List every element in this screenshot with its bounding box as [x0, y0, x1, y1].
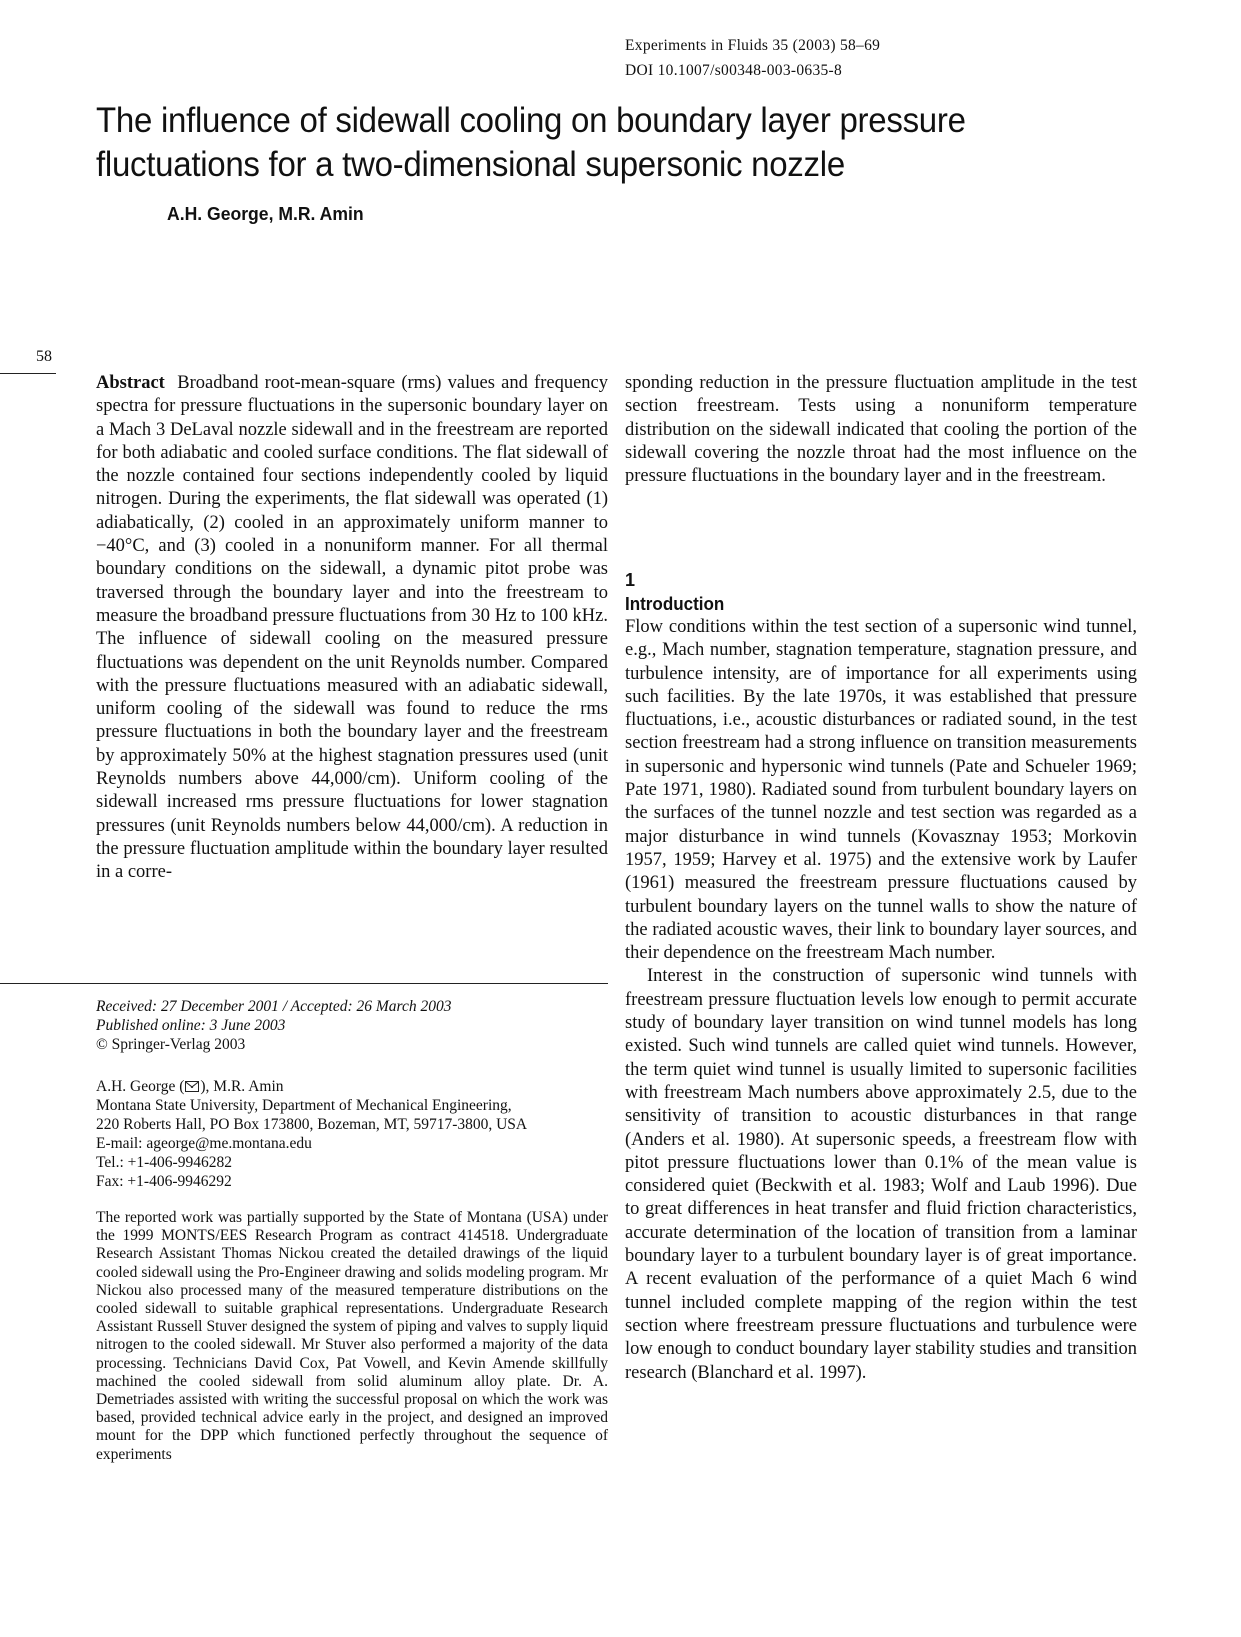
paper-title: The influence of sidewall cooling on boundary layer pressure fluctuations for a two-dimensional supersonic nozzle: [96, 100, 966, 184]
page-number-rule: [0, 373, 56, 374]
journal-reference: Experiments in Fluids 35 (2003) 58–69: [625, 37, 881, 54]
footnote-divider: [0, 983, 608, 984]
correspondence-address: [96, 1077, 608, 1191]
intro-paragraph-2: Interest in the construction of supersonic wind tunnels with freestream pressure fluctuation levels low enough to permit accurate study of boundary layer transition on wind tunnel models has long existed. Such wind tunnels are called quiet wind tunnels. However, the term quiet wind tunnel is usually limited to supersonic facilities with freestream Mach numbers above approximately 2.5, due to the sensitivity of transition to acoustic disturbances in that range (Anders et al. 1980). At supersonic speeds, a freestream flow with pitot pressure fluctuations lower than 0.1% of the mean value is considered quiet (Beckwith et al. 1983; Wolf and Laub 1996). Due to great differences in heat transfer and fluid friction characteristics, accurate determination of the location of transition from a laminar boundary layer to a turbulent boundary layer is of great importance. A recent evaluation of the performance of a quiet Mach 6 wind tunnel included complete mapping of the region within the test section where freestream pressure fluctuations and turbulence were low enough to conduct boundary layer stability studies and transition research (Blanchard et al. 1997).: [625, 966, 1137, 1383]
author-list: A.H. George, M.R. Amin: [167, 203, 364, 224]
publication-dates: [96, 997, 608, 1054]
introduction-body: [625, 616, 1137, 1385]
envelope-icon: [185, 1081, 199, 1092]
correspondence-authors: A.H. George ( ), M.R. Amin: [96, 1078, 284, 1095]
telephone: Tel.: +1-406-9946282: [96, 1154, 232, 1171]
abstract-label: Abstract: [96, 373, 165, 393]
copyright: © Springer-Verlag 2003: [96, 1036, 246, 1053]
fax: Fax: +1-406-9946292: [96, 1173, 232, 1190]
section-title: Introduction: [625, 593, 725, 614]
published-online-date: Published online: 3 June 2003: [96, 1017, 286, 1034]
acknowledgment: The reported work was partially supported by the State of Montana (USA) under the 1999 MONTS/EES Research Program as contract 414518. Undergraduate Research Assistant Thomas Nickou created the detailed drawings of the liquid cooled sidewall using the Pro-Engineer drawing and solids modeling program. Mr Nickou also processed many of the measured temperature distributions on the cooled sidewall to suitable graphical representations. Undergraduate Research Assistant Russell Stuver designed the system of piping and valves to supply liquid nitrogen to the cooled sidewall. Mr Stuver also performed a majority of the data processing. Technicians David Cox, Pat Vowell, and Kevin Amende skillfully machined the cooled sidewall from solid aluminum alloy plate. Dr. A. Demetriades assisted with writing the successful proposal on which the work was based, provided technical advice early in the project, and designed an improved mount for the DPP which functioned perfectly throughout the sequence of experiments: [96, 1209, 608, 1463]
street-address: 220 Roberts Hall, PO Box 173800, Bozeman, MT, 59717-3800, USA: [96, 1116, 528, 1133]
abstract: [96, 372, 608, 885]
intro-paragraph-1: Flow conditions within the test section of a supersonic wind tunnel, e.g., Mach number, stagnation temperature, stagnation pressure, and turbulence intensity, are of importance for all experiments using such facilities. By the late 1970s, it was established that pressure fluctuations, i.e., acoustic disturbances or radiated sound, in the test section freestream had a strong influence on transition measurements in supersonic and hypersonic wind tunnels (Pate and Schueler 1969; Pate 1971, 1980). Radiated sound from turbulent boundary layers on the surfaces of the tunnel nozzle and test section was regarded as a major disturbance in wind tunnels (Kovasznay 1953; Morkovin 1957, 1959; Harvey et al. 1975) and the extensive work by Laufer (1961) measured the freestream pressure fluctuations caused by turbulent boundary layers on the tunnel walls to show the nature of the radiated acoustic waves, their link to boundary layer sources, and their dependence on the freestream Mach number.: [625, 617, 1137, 964]
doi: DOI 10.1007/s00348-003-0635-8: [625, 62, 843, 79]
page-number: 58: [36, 348, 52, 365]
email: E-mail: ageorge@me.montana.edu: [96, 1135, 312, 1152]
abstract-text: Broadband root-mean-square (rms) values and frequency spectra for pressure fluctuations in the supersonic boundary layer on a Mach 3 DeLaval nozzle sidewall and in the freestream are reported for both adiabatic and cooled surface conditions. The flat sidewall of the nozzle contained four sections independently cooled by liquid nitrogen. During the experiments, the flat sidewall was operated (1) adiabatically, (2) cooled in an approximately uniform manner to −40°C, and (3) cooled in a nonuniform manner. For all thermal boundary conditions on the sidewall, a dynamic pitot probe was traversed through the boundary layer and into the freestream to measure the broadband pressure fluctuations from 30 Hz to 100 kHz. The influence of sidewall cooling on the measured pressure fluctuations was dependent on the unit Reynolds number. Compared with the pressure fluctuations measured with an adiabatic sidewall, uniform cooling of the sidewall was found to reduce the rms pressure fluctuations in both the boundary layer and the freestream by approximately 50% at the highest stagnation pressures used (unit Reynolds numbers above 44,000/cm). Uniform cooling of the sidewall increased rms pressure fluctuations for lower stagnation pressures (unit Reynolds numbers below 44,000/cm). A reduction in the pressure fluctuation amplitude within the boundary layer resulted in a corre-: [96, 373, 609, 883]
abstract-continuation: sponding reduction in the pressure fluctuation amplitude in the test section freestream. Tests using a nonuniform temperature distribution on the sidewall indicated that cooling the portion of the sidewall covering the nozzle throat had the most influence on the pressure fluctuations in the boundary layer and in the freestream.: [625, 373, 1137, 487]
received-date: Received: 27 December 2001 / Accepted: 26 March 2003: [96, 998, 452, 1015]
section-number: 1: [625, 570, 636, 590]
affiliation: Montana State University, Department of Mechanical Engineering,: [96, 1097, 512, 1114]
